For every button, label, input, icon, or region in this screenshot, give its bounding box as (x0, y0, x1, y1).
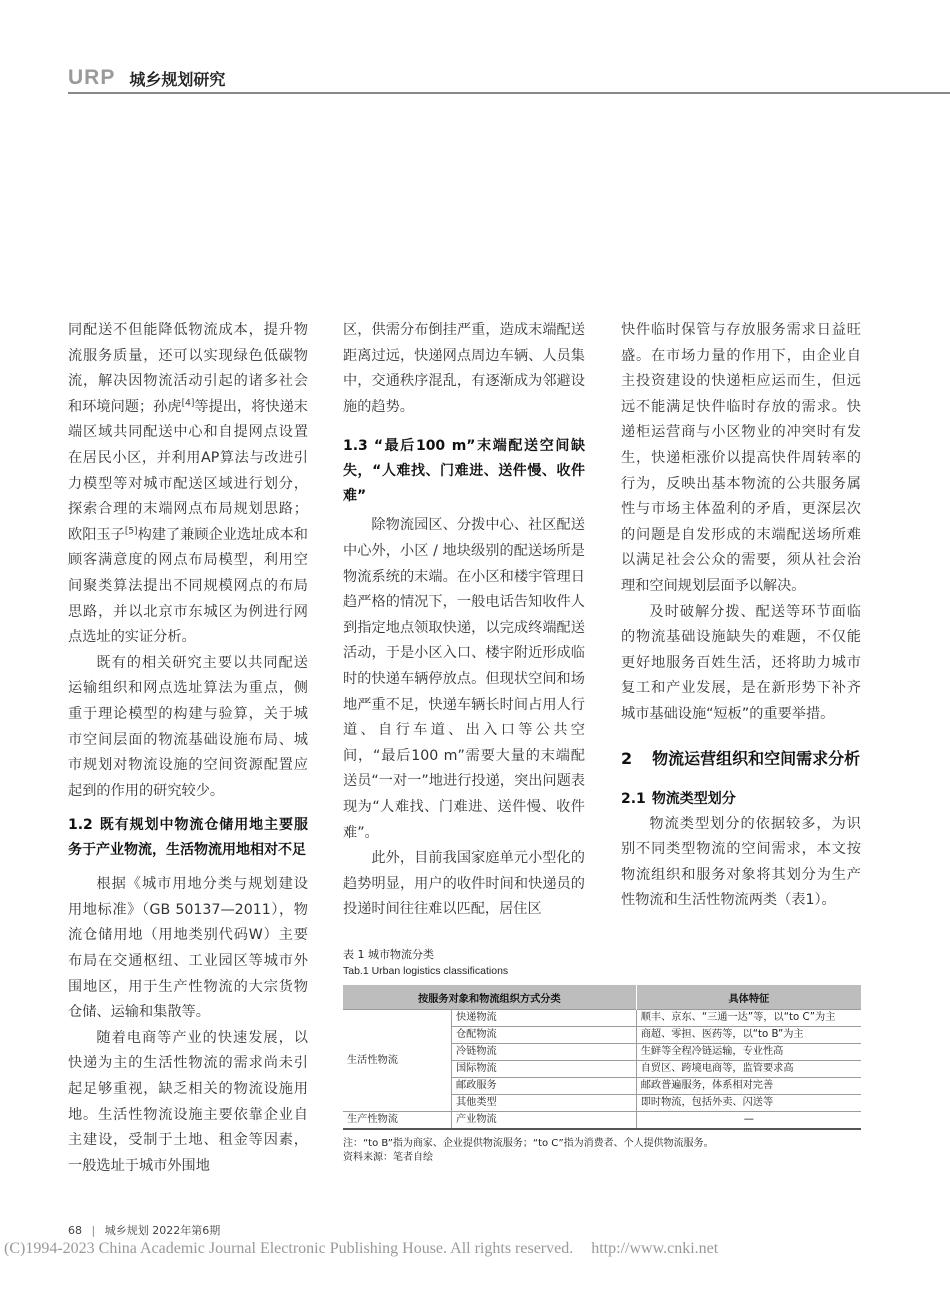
page-footer (68, 1222, 220, 1238)
table-cell: 仓配物流 (452, 1027, 637, 1044)
table-cell: 即时物流，包括外卖、闪送等 (636, 1095, 861, 1112)
paragraph: 除物流园区、分拨中心、社区配送中心外，小区 / 地块级别的配送场所是物流系统的末端。在小区和楼宇管理日趋严格的情况下，一般电话告知收件人到指定地点领取快递，以完成终端配送活动，于是小区入口、楼宇附近形成临时的快递车辆停放点。但现状空间和场地严重不足，快递车辆长时间占用人行道、自行车道、出入口等公共空间，“最后100 m”需要大量的末端配送员“一对一”地进行投递，突出问题表现为“人难找、门难进、送件慢、收件难”。 (343, 517, 585, 841)
page-header (68, 66, 225, 90)
table-header-classification: 按服务对象和物流组织方式分类 (343, 985, 636, 1010)
section-heading-2-1: 2.1 物流类型划分 (621, 790, 736, 807)
paragraph: 根据《城市用地分类与规划建设用地标准》（GB 50137—2011），物流仓储用地（用地类别代码W）主要布局在交通枢纽、工业园区等城市外围地区，用于生产性物流的大宗货物仓储、运输和集散等。 (68, 876, 308, 1021)
copyright-text: (C)1994-2023 China Academic Journal Electronic Publishing House. All rights reserved. (4, 1240, 574, 1257)
table-cell: 冷链物流 (452, 1044, 637, 1061)
table-1 (343, 947, 861, 1165)
footer-journal: 城乡规划 2022年第6期 (104, 1224, 221, 1237)
column-1 (68, 318, 308, 1179)
table-group-cell: 生产性物流 (343, 1112, 452, 1130)
table-row (343, 1112, 861, 1130)
paragraph: 区，供需分布倒挂严重，造成末端配送距离过远，快递网点周边车辆、人员集中，交通秩序混乱，有逐渐成为邻避设施的趋势。 (343, 322, 585, 415)
paragraph: 同配送不但能降低物流成本，提升物流服务质量，还可以实现绿色低碳物流，解决因物流活动引起的诸多社会和环境问题；孙虎[4]等提出，将快递末端区域共同配送中心和自提网点设置在居民小区，并利用AP算法与改进引力模型等对城市配送区域进行划分，探索合理的末端网点布局规划思路；欧阳玉子[5]构建了兼顾企业选址成本和顾客满意度的网点布局模型，利用空间聚类算法提出不同规模网点的布局思路，并以北京市东城区为例进行网点选址的实证分析。 (68, 322, 308, 646)
table-cell: 商超、零担、医药等，以“to B”为主 (636, 1027, 861, 1044)
table-row (343, 1010, 861, 1027)
table-group-cell: 生活性物流 (343, 1010, 452, 1112)
paragraph: 快件临时保管与存放服务需求日益旺盛。在市场力量的作用下，由企业自主投资建设的快递柜应运而生，但远远不能满足快件临时存放的需求。快递柜运营商与小区物业的冲突时有发生，快递柜涨价以提高快件周转率的行为，反映出基本物流的公共服务属性与市场主体盈利的矛盾，更深层次的问题是自发形成的末端配送场所难以满足社会公众的需要，须从社会治理和空间规划层面予以解决。 (621, 322, 861, 594)
table-cell: 其他类型 (452, 1095, 637, 1112)
paragraph: 此外，目前我国家庭单元小型化的趋势明显，用户的收件时间和快递员的投递时间往往难以匹配，居住区 (343, 850, 585, 918)
citation-ref[interactable]: [4] (181, 398, 195, 409)
section-heading-2: 2 物流运营组织和空间需求分析 (621, 748, 861, 768)
page-number: 68 (68, 1224, 82, 1237)
column-3 (621, 318, 861, 914)
paragraph: 既有的相关研究主要以共同配送运输组织和网点选址算法为重点，侧重于理论模型的构建与验算，关于城市空间层面的物流基础设施布局、城市规划对物流设施的空间资源配置应起到的作用的研究较少。 (68, 654, 308, 799)
column-2 (343, 318, 585, 923)
paragraph: 物流类型划分的依据较多，为识别不同类型物流的空间需求，本文按物流组织和服务对象将其划分为生产性物流和生活性物流两类（表1）。 (621, 815, 861, 909)
paragraph: 及时破解分拨、配送等环节面临的物流基础设施缺失的难题，不仅能更好地服务百姓生活，还将助力城市复工和产业发展，是在新形势下补齐城市基础设施“短板”的重要举措。 (621, 603, 861, 722)
header-rule (68, 92, 950, 94)
table-cell: — (636, 1112, 861, 1130)
table-cell: 快递物流 (452, 1010, 637, 1027)
logistics-classification-table (343, 985, 861, 1130)
journal-logo: URP (68, 66, 116, 89)
cnki-link[interactable]: http://www.cnki.net (591, 1240, 719, 1257)
table-cell: 邮政普遍服务，体系相对完善 (636, 1078, 861, 1095)
table-header-feature: 具体特征 (636, 985, 861, 1010)
footer-separator: | (91, 1224, 96, 1237)
table-caption-en: Tab.1 Urban logistics classifications (343, 965, 509, 977)
copyright-line (4, 1240, 718, 1258)
section-heading-1-2: 1.2 既有规划中物流仓储用地主要服务于产业物流，生活物流用地相对不足 (68, 817, 308, 859)
paragraph: 随着电商等产业的快速发展，以快递为主的生活性物流的需求尚未引起足够重视，缺乏相关的物流设施用地。生活性物流设施主要依靠企业自主建设，受制于土地、租金等因素，一般选址于城市外围地 (68, 1029, 308, 1174)
table-cell: 顺丰、京东、“三通一达”等，以“to C”为主 (636, 1010, 861, 1027)
section-heading-1-3: 1.3 “最后100 m”末端配送空间缺失，“人难找、门难进、送件慢、收件难” (343, 438, 585, 505)
table-cell: 产业物流 (452, 1112, 637, 1130)
table-cell: 邮政服务 (452, 1078, 637, 1095)
table-source: 资料来源：笔者自绘 (343, 1152, 433, 1163)
table-caption-cn: 表 1 城市物流分类 (343, 948, 434, 961)
citation-ref[interactable]: [5] (124, 526, 138, 537)
journal-title: 城乡规划研究 (129, 69, 226, 89)
table-cell: 自贸区、跨境电商等，监管要求高 (636, 1061, 861, 1078)
table-cell: 生鲜等全程冷链运输，专业性高 (636, 1044, 861, 1061)
table-cell: 国际物流 (452, 1061, 637, 1078)
table-note: 注：“to B”指为商家、企业提供物流服务；“to C”指为消费者、个人提供物流服务。 (343, 1138, 714, 1149)
